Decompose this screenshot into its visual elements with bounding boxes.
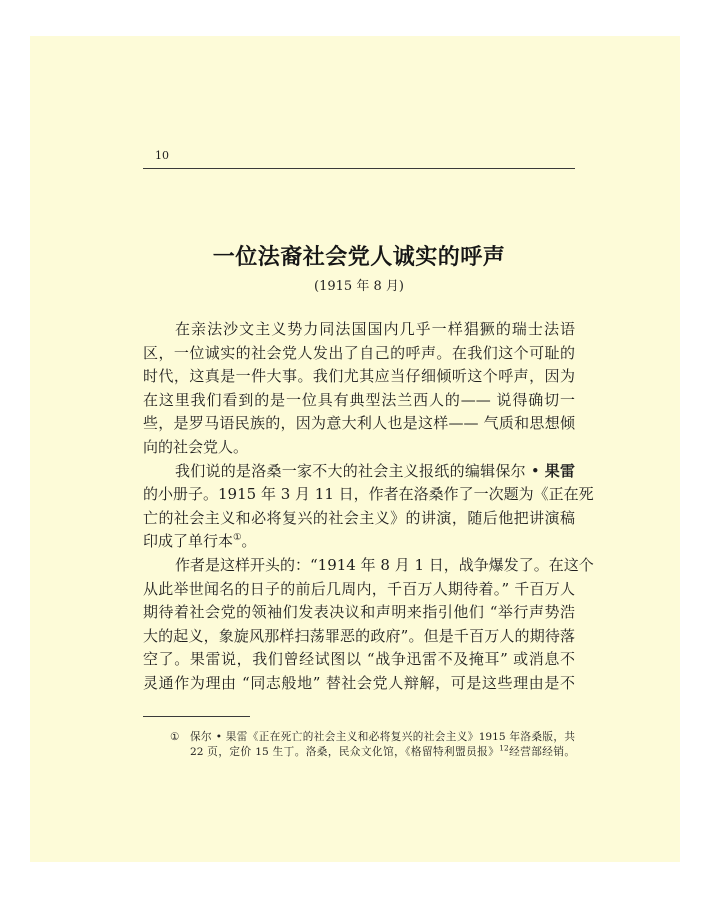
footnote-line: 保尔 • 果雷《正在死亡的社会主义和必将复兴的社会主义》1915 年洛桑版，共 [190, 731, 575, 743]
text-segment: 印成了单行本 [143, 532, 234, 551]
footnote-rule [143, 716, 250, 717]
footnote-superscript: 12 [499, 743, 509, 753]
page-sheet [30, 36, 680, 862]
page-number: 10 [155, 149, 169, 162]
text-line: 些，是罗马语民族的，因为意大利人也是这样—— 气质和思想倾 [143, 414, 575, 433]
article-date: (1915 年 8 月) [314, 279, 404, 294]
footnote [170, 730, 575, 760]
paragraph-2 [143, 460, 594, 554]
text-line: 大的起义，象旋风那样扫荡罪恶的政府”。但是千百万人的期待落 [143, 626, 575, 645]
article-body [143, 318, 594, 696]
article-title: 一位法裔社会党人诚实的呼声 [212, 245, 506, 270]
text-line: 作者是这样开头的：“1914 年 8 月 1 日，战争爆发了。在这个 [175, 555, 594, 574]
header-rule [143, 168, 575, 169]
text-line: 期待着社会党的领袖们发表决议和声明来指引他们 “举行声势浩 [143, 603, 575, 622]
text-line: 在这里我们看到的是一位具有典型法兰西人的—— 说得确切一 [143, 390, 575, 409]
text-line: 亡的社会主义和必将复兴的社会主义》的讲演，随后他把讲演稿 [143, 508, 575, 527]
text-segment: 我们说的是洛桑一家不大的社会主义报纸的编辑保尔 • [175, 461, 545, 480]
text-line: 时代，这真是一件大事。我们尤其应当仔细倾听这个呼声，因为 [143, 367, 575, 386]
footnote-reference: ① [233, 532, 242, 544]
author-name: 果雷 [544, 461, 575, 480]
text-line: 空了。果雷说，我们曾经试图以 “战争迅雷不及掩耳” 或消息不 [143, 650, 575, 669]
text-line [143, 460, 575, 484]
footnote-mark: ① [170, 731, 180, 743]
paragraph-3 [143, 554, 594, 696]
text-segment: 。 [241, 532, 257, 551]
text-segment: 22 页，定价 15 生丁。洛桑，民众文化馆，《格留特利盟员报》 [190, 746, 500, 758]
text-line: 从此举世闻名的日子的前后几周内，千百万人期待着。” 千百万人 [143, 579, 575, 598]
text-line: 区，一位诚实的社会党人发出了自己的呼声。在我们这个可耻的 [143, 343, 575, 362]
text-line: 向的社会党人。 [143, 437, 249, 456]
text-segment: 经营部经销。 [508, 746, 575, 758]
text-line: 灵通作为理由 “同志般地” 替社会党人辩解，可是这些理由是不 [143, 673, 575, 692]
text-line: 在亲法沙文主义势力同法国国内几乎一样猖獗的瑞士法语 [175, 320, 575, 338]
text-line [143, 530, 575, 554]
text-line: 的小册子。1915 年 3 月 11 日，作者在洛桑作了一次题为《正在死 [143, 485, 594, 504]
footnote-line [190, 745, 575, 760]
paragraph-1 [143, 318, 575, 460]
